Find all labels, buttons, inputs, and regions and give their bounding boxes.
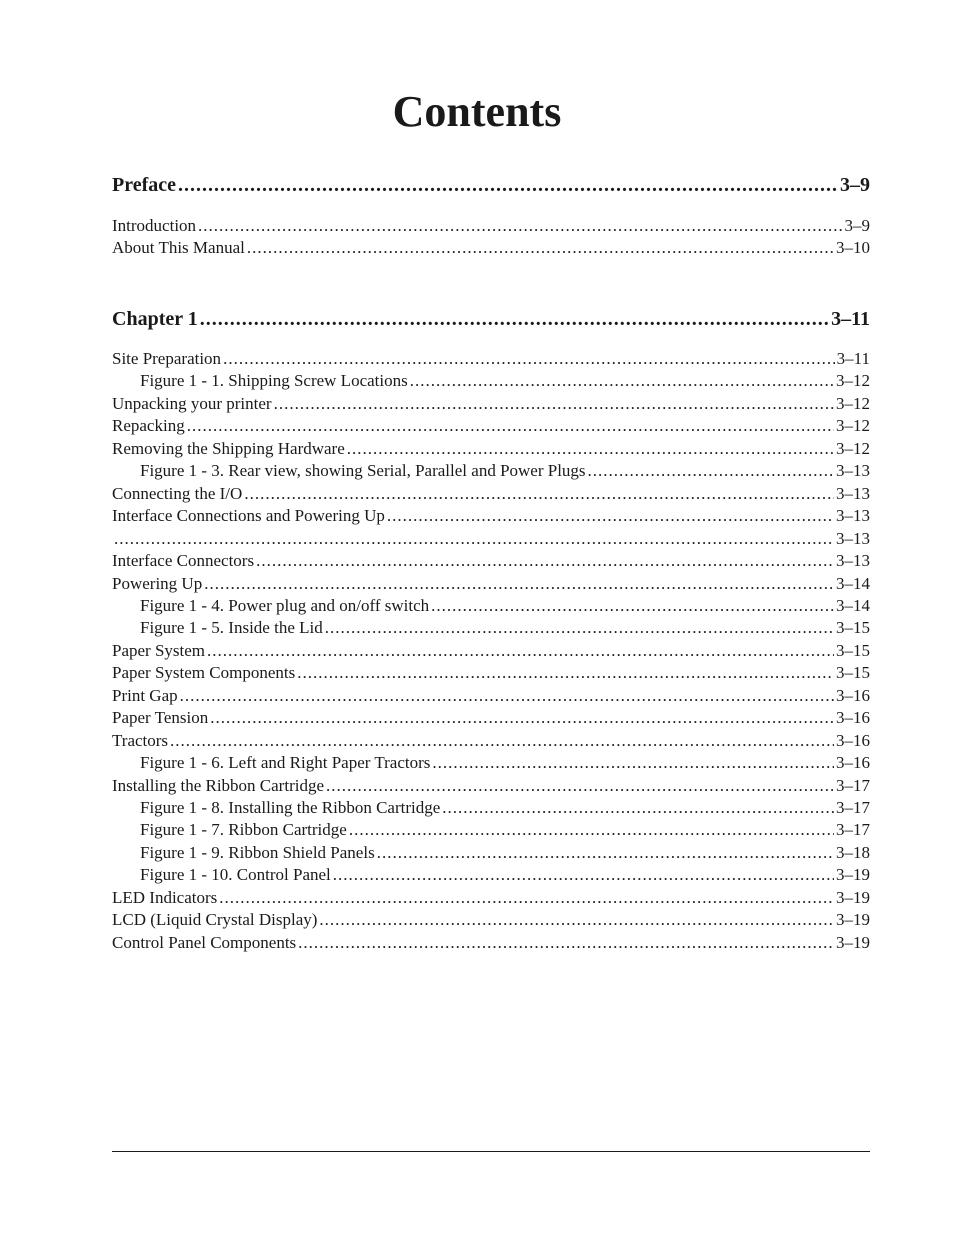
toc-entry[interactable] xyxy=(112,887,870,909)
dot-leader xyxy=(180,685,834,707)
dot-leader xyxy=(387,505,834,527)
dot-leader xyxy=(170,730,834,752)
toc-figure-entry-page-number: 3–15 xyxy=(836,618,870,637)
toc-entry[interactable] xyxy=(112,505,870,527)
toc-entry-page-number: 3–16 xyxy=(836,686,870,705)
dot-leader xyxy=(219,887,834,909)
toc-section-heading[interactable] xyxy=(112,306,870,332)
toc-figure-entry[interactable] xyxy=(112,370,870,392)
dot-leader xyxy=(223,348,835,370)
toc-entry-label: Installing the Ribbon Cartridge xyxy=(112,776,324,795)
toc-figure-entry[interactable] xyxy=(112,617,870,639)
toc-entry-label: Paper System Components xyxy=(112,663,296,682)
toc-figure-entry[interactable] xyxy=(112,595,870,617)
toc-figure-entry-label: Figure 1 - 3. Rear view, showing Serial, Parallel and Power Plugs xyxy=(140,461,586,480)
toc-section-heading-label: Chapter 1 xyxy=(112,308,198,330)
toc-figure-entry-label: Figure 1 - 7. Ribbon Cartridge xyxy=(140,820,347,839)
dot-leader xyxy=(256,550,834,572)
toc-figure-entry-page-number: 3–16 xyxy=(836,753,870,772)
toc-entry-page-number: 3–12 xyxy=(836,394,870,413)
dot-leader xyxy=(442,797,834,819)
toc-entry-label: Paper System xyxy=(112,641,206,660)
toc-figure-entry-page-number: 3–18 xyxy=(836,843,870,862)
dot-leader xyxy=(244,483,834,505)
toc-figure-entry-label: Figure 1 - 5. Inside the Lid xyxy=(140,618,323,637)
toc-figure-entry[interactable] xyxy=(112,819,870,841)
toc-entry[interactable] xyxy=(112,415,870,437)
toc-entry[interactable] xyxy=(112,215,870,237)
dot-leader xyxy=(187,415,834,437)
toc-figure-entry[interactable] xyxy=(112,797,870,819)
toc-entry-label: Connecting the I/O xyxy=(112,484,243,503)
footer-rule xyxy=(112,1151,870,1152)
toc-entry-label: About This Manual xyxy=(112,238,245,257)
toc-figure-entry-label: Figure 1 - 8. Installing the Ribbon Cartridge xyxy=(140,798,441,817)
toc-entry[interactable] xyxy=(112,393,870,415)
toc-figure-entry-label: Figure 1 - 6. Left and Right Paper Tractors xyxy=(140,753,431,772)
toc-entry[interactable] xyxy=(112,438,870,460)
toc-figure-entry[interactable] xyxy=(112,842,870,864)
toc-entry-label: Control Panel Components xyxy=(112,933,297,952)
dot-leader xyxy=(410,370,834,392)
toc-figure-entry-page-number: 3–12 xyxy=(836,371,870,390)
toc-entry-label: Introduction xyxy=(112,216,197,235)
dot-leader xyxy=(349,819,834,841)
toc-figure-entry-page-number: 3–17 xyxy=(836,798,870,817)
toc-entry-label: LCD (Liquid Crystal Display) xyxy=(112,910,318,929)
toc-entry-page-number: 3–19 xyxy=(836,888,870,907)
page-title: Contents xyxy=(392,87,562,136)
toc-entry[interactable] xyxy=(112,730,870,752)
toc-entry-page-number: 3–15 xyxy=(836,663,870,682)
toc-entry-page-number: 3–15 xyxy=(836,641,870,660)
toc-entry-label: Tractors xyxy=(112,731,169,750)
toc-section-heading-page-number: 3–9 xyxy=(840,174,870,196)
dot-leader xyxy=(198,215,842,237)
toc-figure-entry-label: Figure 1 - 4. Power plug and on/off switch xyxy=(140,596,430,615)
toc-figure-entry[interactable] xyxy=(112,752,870,774)
dot-leader xyxy=(333,864,834,886)
toc-figure-entry-label: Figure 1 - 9. Ribbon Shield Panels xyxy=(140,843,375,862)
toc-entry[interactable] xyxy=(112,528,870,550)
toc-entry[interactable] xyxy=(112,550,870,572)
toc-entry-page-number: 3–13 xyxy=(836,551,870,570)
toc-entry-page-number: 3–9 xyxy=(844,216,870,235)
toc-entry-page-number: 3–10 xyxy=(836,238,870,257)
toc-figure-entry-page-number: 3–17 xyxy=(836,820,870,839)
toc-entry-label: Repacking xyxy=(112,416,185,435)
dot-leader xyxy=(326,775,834,797)
toc-figure-entry[interactable] xyxy=(112,460,870,482)
toc-entry-label: Powering Up xyxy=(112,574,203,593)
toc-figure-entry-page-number: 3–14 xyxy=(836,596,870,615)
toc-entry[interactable] xyxy=(112,348,870,370)
dot-leader xyxy=(204,573,834,595)
toc-figure-entry[interactable] xyxy=(112,864,870,886)
toc-entry[interactable] xyxy=(112,707,870,729)
dot-leader xyxy=(431,595,834,617)
toc-entry-label: LED Indicators xyxy=(112,888,218,907)
toc-entry-page-number: 3–16 xyxy=(836,708,870,727)
dot-leader xyxy=(298,932,834,954)
toc-entry-label: Interface Connectors xyxy=(112,551,255,570)
toc-entry-page-number: 3–16 xyxy=(836,731,870,750)
toc-entry-label: Interface Connections and Powering Up xyxy=(112,506,385,525)
dot-leader xyxy=(347,438,834,460)
toc-entry-label: Site Preparation xyxy=(112,349,222,368)
toc-entry-label: Paper Tension xyxy=(112,708,209,727)
dot-leader xyxy=(274,393,834,415)
toc-figure-entry-page-number: 3–19 xyxy=(836,865,870,884)
toc-entry-page-number: 3–12 xyxy=(836,439,870,458)
dot-leader xyxy=(432,752,834,774)
dot-leader xyxy=(178,172,838,198)
toc-entry[interactable] xyxy=(112,573,870,595)
dot-leader xyxy=(319,909,834,931)
toc-entry-page-number: 3–11 xyxy=(836,349,870,368)
toc-figure-entry-page-number: 3–13 xyxy=(836,461,870,480)
toc-entry-page-number: 3–17 xyxy=(836,776,870,795)
toc-entry[interactable] xyxy=(112,685,870,707)
toc-entry[interactable] xyxy=(112,932,870,954)
toc-entry[interactable] xyxy=(112,909,870,931)
toc-entry-page-number: 3–19 xyxy=(836,910,870,929)
toc-section-heading-page-number: 3–11 xyxy=(831,308,870,330)
toc-entry-label: Unpacking your printer xyxy=(112,394,272,413)
dot-leader xyxy=(588,460,834,482)
toc-entry-page-number: 3–12 xyxy=(836,416,870,435)
toc-entry-page-number: 3–13 xyxy=(836,484,870,503)
toc-entry[interactable] xyxy=(112,775,870,797)
toc-section-heading-label: Preface xyxy=(112,174,177,196)
dot-leader xyxy=(200,306,829,332)
toc-entry[interactable] xyxy=(112,237,870,259)
toc-entry-page-number: 3–19 xyxy=(836,933,870,952)
toc-entry-label: Print Gap xyxy=(112,686,178,705)
toc-entry[interactable] xyxy=(112,662,870,684)
toc-entry-page-number: 3–13 xyxy=(836,529,870,548)
dot-leader xyxy=(247,237,834,259)
toc-entry-page-number: 3–13 xyxy=(836,506,870,525)
toc-figure-entry-label: Figure 1 - 1. Shipping Screw Locations xyxy=(140,371,408,390)
toc-figure-entry-label: Figure 1 - 10. Control Panel xyxy=(140,865,331,884)
toc-entry-label: Removing the Shipping Hardware xyxy=(112,439,345,458)
toc-section-heading[interactable] xyxy=(112,172,870,198)
toc-entry[interactable] xyxy=(112,640,870,662)
dot-leader xyxy=(297,662,834,684)
dot-leader xyxy=(210,707,834,729)
dot-leader xyxy=(207,640,834,662)
toc-entry[interactable] xyxy=(112,483,870,505)
toc-entry-page-number: 3–14 xyxy=(836,574,870,593)
dot-leader xyxy=(377,842,834,864)
dot-leader xyxy=(114,528,834,550)
dot-leader xyxy=(325,617,834,639)
